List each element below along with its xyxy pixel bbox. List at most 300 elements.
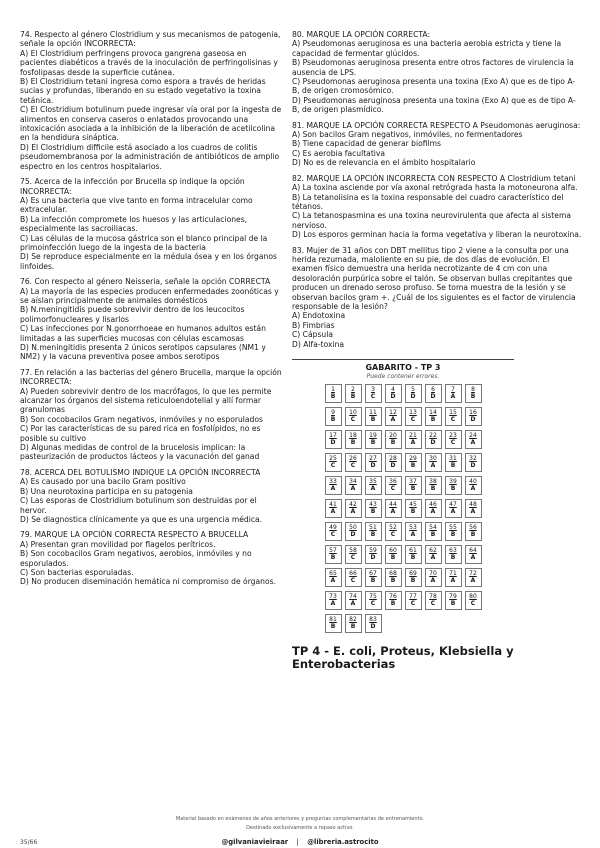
- answer-key-letter: C: [390, 484, 396, 492]
- answer-key-letter: A: [330, 576, 336, 584]
- answer-key-number: 73: [329, 593, 337, 600]
- answer-key-cell: [345, 614, 362, 633]
- question-block: [20, 177, 282, 271]
- answer-key-cell: [325, 453, 342, 472]
- answer-option: A) Presentan gran movilidad por flagelos perítricos.: [20, 539, 216, 549]
- answer-key-cell: [425, 522, 442, 541]
- answer-key-number: 34: [349, 478, 357, 485]
- answer-key-number: 80: [469, 593, 477, 600]
- answer-key-number: 6: [431, 386, 435, 393]
- answer-key-letter: B: [390, 553, 396, 561]
- answer-key-cell: [325, 545, 342, 564]
- answer-key-number: 64: [469, 547, 477, 554]
- answer-option: A) Es una bacteria que vive tanto en forma intracelular como extracelular.: [20, 195, 253, 215]
- answer-key-cell: [325, 499, 342, 518]
- answer-key-title: GABARITO - TP 3: [365, 363, 441, 372]
- answer-key-letter: B: [370, 576, 376, 584]
- answer-option: D) Algunas medidas de control de la brucelosis implican: la pasteurización de productos lácteos y la vacunación del ganad: [20, 443, 260, 462]
- answer-key-cell: [325, 522, 342, 541]
- answer-key-cell: [345, 499, 362, 518]
- answer-key-letter: B: [350, 392, 356, 400]
- answer-key-number: 1: [331, 386, 335, 393]
- answer-key-number: 60: [389, 547, 397, 554]
- answer-key-number: 67: [369, 570, 377, 577]
- answer-key-cell: [445, 499, 462, 518]
- answer-key: [292, 359, 514, 633]
- answer-key-cell: [365, 545, 382, 564]
- answer-key-letter: B: [370, 415, 376, 423]
- answer-key-number: 9: [331, 409, 335, 416]
- answer-option: D) No producen diseminación hemática ni compromiso de órganos.: [20, 577, 276, 587]
- answer-key-letter: D: [370, 461, 376, 469]
- answer-key-letter: A: [330, 484, 336, 492]
- answer-key-number: 17: [329, 432, 337, 439]
- answer-key-letter: B: [430, 415, 436, 423]
- answer-key-number: 14: [429, 409, 437, 416]
- answer-key-number: 42: [349, 501, 357, 508]
- answer-key-letter: A: [450, 392, 456, 400]
- answer-key-cell: [365, 591, 382, 610]
- question-stem: 81. MARQUE LA OPCIÓN CORRECTA RESPECTO A Pseudomonas aeruginosa:: [292, 120, 581, 130]
- question-stem: 75. Acerca de la infección por Brucella sp indique la opción INCORRECTA:: [20, 177, 245, 196]
- answer-key-number: 77: [409, 593, 417, 600]
- answer-key-number: 31: [449, 455, 457, 462]
- answer-key-number: 4: [391, 386, 395, 393]
- answer-key-number: 15: [449, 409, 457, 416]
- answer-key-cell: [365, 499, 382, 518]
- answer-key-cell: [365, 430, 382, 449]
- page-number: 35/66: [20, 839, 38, 846]
- answer-key-cell: [465, 591, 482, 610]
- answer-key-letter: D: [350, 530, 356, 538]
- answer-key-number: 32: [469, 455, 477, 462]
- answer-key-cell: [425, 430, 442, 449]
- section-heading-tp4: TP 4 - E. coli, Proteus, Klebsiella y Enterobacterias: [292, 644, 514, 671]
- answer-option: B) Son cocobacilos Gram negativos, inmóviles y no esporulados: [20, 414, 263, 424]
- answer-key-number: 8: [471, 386, 475, 393]
- answer-option: B) Tiene capacidad de generar biofilms: [292, 139, 441, 149]
- answer-key-letter: C: [350, 415, 356, 423]
- question-stem: 78. ACERCA DEL BOTULISMO INDIQUE LA OPCIÓN INCORRECTA: [20, 467, 261, 477]
- answer-key-cell: [425, 384, 442, 403]
- answer-key-cell: [405, 499, 422, 518]
- answer-key-letter: D: [470, 461, 476, 469]
- answer-key-letter: C: [370, 392, 376, 400]
- answer-key-letter: B: [410, 553, 416, 561]
- handle-libreria: @libreria.astrocito: [307, 838, 379, 846]
- answer-key-cell: [465, 453, 482, 472]
- question-stem: 76. Con respecto al género Neisseria, señale la opción CORRECTA: [20, 277, 271, 287]
- answer-key-letter: B: [330, 392, 336, 400]
- answer-key-number: 37: [409, 478, 417, 485]
- question-stem: 83. Mujer de 31 años con DBT mellitus tipo 2 viene a la consulta por una herida rezumada, maloliente en su pie, de dos días de evolución. El examen físico demuestra una herida necrotizante de 4 cm con una desoloración purpúrica sobre el talón. Se observan bullas crepitantes que producen un drenado seroso profuso. Se toma muestra de la lesión y se observan bacilos gram +. ¿Cuál de los siguientes es el factor de virulencia responsable de la lesión?: [292, 245, 576, 311]
- answer-option: D) Los esporos germinan hacia la forma vegetativa y liberan la neurotoxina.: [292, 230, 582, 240]
- answer-option: B) N.meningitidis puede sobrevivir dentro de los leucocitos polimorfonucleares y lisarlos: [20, 305, 245, 324]
- answer-option: A) Son bacilos Gram negativos, inmóviles, no fermentadores: [292, 130, 523, 140]
- answer-option: A) Pseudomonas aeruginosa es una bacteria aerobia estricta y tiene la capacidad de fermentar glúcidos.: [292, 39, 562, 58]
- answer-key-cell: [345, 591, 362, 610]
- answer-option: B) Fimbrias: [292, 320, 335, 330]
- answer-key-number: 62: [429, 547, 437, 554]
- question-stem: 77. En relación a las bacterias del género Brucella, marque la opción INCORRECTA:: [20, 367, 282, 387]
- answer-key-cell: [465, 476, 482, 495]
- answer-key-number: 71: [449, 570, 457, 577]
- answer-key-number: 11: [369, 409, 377, 416]
- answer-key-letter: A: [330, 507, 336, 515]
- answer-key-letter: B: [430, 530, 436, 538]
- answer-key-letter: B: [410, 576, 416, 584]
- answer-key-divider: [292, 359, 514, 360]
- answer-key-number: 75: [369, 593, 377, 600]
- answer-key-cell: [385, 476, 402, 495]
- question-block: [292, 30, 582, 115]
- handle-separator: |: [296, 838, 299, 846]
- answer-key-number: 41: [329, 501, 337, 508]
- answer-key-letter: D: [430, 392, 436, 400]
- answer-key-cell: [325, 568, 342, 587]
- answer-option: C) La tetanospasmina es una toxina neurovirulenta que afecta al sistema nervioso.: [292, 211, 572, 230]
- answer-key-letter: A: [450, 507, 456, 515]
- answer-key-letter: B: [450, 484, 456, 492]
- answer-key-cell: [325, 614, 342, 633]
- answer-key-cell: [365, 384, 382, 403]
- answer-key-letter: D: [430, 438, 436, 446]
- answer-key-letter: C: [350, 553, 356, 561]
- answer-key-cell: [325, 430, 342, 449]
- answer-key-cell: [405, 568, 422, 587]
- answer-key-cell: [425, 545, 442, 564]
- answer-key-letter: A: [470, 507, 476, 515]
- answer-key-number: 49: [329, 524, 337, 531]
- answer-key-cell: [445, 430, 462, 449]
- answer-key-letter: D: [370, 622, 376, 630]
- answer-option: D) No es de relevancia en el ámbito hospitalario: [292, 158, 476, 168]
- question-block: [292, 246, 582, 349]
- answer-option: C) Cápsula: [292, 330, 333, 340]
- answer-key-number: 26: [349, 455, 357, 462]
- answer-key-cell: [365, 568, 382, 587]
- answer-key-letter: A: [370, 484, 376, 492]
- answer-key-letter: A: [430, 507, 436, 515]
- answer-key-cell: [345, 407, 362, 426]
- answer-key-letter: B: [430, 484, 436, 492]
- answer-key-letter: C: [330, 461, 336, 469]
- answer-key-cell: [445, 545, 462, 564]
- answer-option: C) Pseudomonas aeruginosa presenta una toxina (Exo A) que es de tipo A-B, de origen cromosómico.: [292, 77, 576, 96]
- answer-key-cell: [405, 407, 422, 426]
- answer-key-number: 5: [411, 386, 415, 393]
- answer-key-number: 27: [369, 455, 377, 462]
- answer-key-letter: A: [350, 484, 356, 492]
- answer-key-number: 52: [389, 524, 397, 531]
- answer-key-letter: B: [450, 461, 456, 469]
- answer-key-cell: [465, 407, 482, 426]
- question-stem: 79. MARQUE LA OPCIÓN CORRECTA RESPECTO A BRUCELLA: [20, 530, 249, 540]
- answer-key-number: 53: [409, 524, 417, 531]
- answer-key-subtitle: Puede contener errores.: [366, 373, 440, 380]
- answer-key-letter: B: [390, 438, 396, 446]
- answer-key-number: 78: [429, 593, 437, 600]
- answer-option: D) N.meningitidis presenta 2 únicos serotipos capsulares (NM1 y NM2) y la vacuna preventiva posee ambos serotipos: [20, 343, 266, 362]
- answer-option: A) El Clostridium perfringens provoca gangrena gaseosa en pacientes diabéticos a través de la inoculación de perfringolisinas y fosfolipasas desde la superficie cutánea.: [20, 48, 278, 77]
- answer-option: C) Es aerobia facultativa: [292, 148, 386, 158]
- question-block: [292, 121, 582, 168]
- answer-key-cell: [385, 568, 402, 587]
- answer-key-number: 18: [349, 432, 357, 439]
- question-block: [20, 530, 282, 586]
- answer-key-letter: B: [390, 576, 396, 584]
- answer-key-cell: [425, 407, 442, 426]
- footer-note-2: Destinado exclusivamente a repaso activo.: [246, 825, 354, 831]
- answer-key-cell: [445, 522, 462, 541]
- answer-key-letter: C: [410, 599, 416, 607]
- answer-key-number: 70: [429, 570, 437, 577]
- answer-key-number: 19: [369, 432, 377, 439]
- answer-key-number: 72: [469, 570, 477, 577]
- answer-option: C) Las células de la mucosa gástrica son el blanco principal de la primoinfección luego de la ingesta de la bacteria: [20, 233, 268, 252]
- answer-key-letter: C: [470, 599, 476, 607]
- answer-option: B) Pseudomonas aeruginosa presenta entre otros factores de virulencia la ausencia de LPS.: [292, 58, 574, 77]
- answer-key-number: 81: [329, 616, 337, 623]
- answer-key-number: 38: [429, 478, 437, 485]
- answer-key-cell: [445, 568, 462, 587]
- answer-key-letter: B: [450, 599, 456, 607]
- answer-key-number: 45: [409, 501, 417, 508]
- answer-key-number: 24: [469, 432, 477, 439]
- answer-key-cell: [425, 568, 442, 587]
- answer-key-number: 50: [349, 524, 357, 531]
- answer-key-cell: [405, 476, 422, 495]
- answer-key-cell: [405, 522, 422, 541]
- answer-key-cell: [445, 453, 462, 472]
- answer-key-cell: [345, 568, 362, 587]
- answer-key-cell: [445, 407, 462, 426]
- answer-key-letter: A: [350, 599, 356, 607]
- answer-option: B) Una neurotoxina participa en su patogenia: [20, 486, 193, 496]
- answer-key-cell: [465, 384, 482, 403]
- answer-option: D) El Clostridium difficile está asociado a los cuadros de colitis pseudomembranosa por la administración de antibióticos de amplio espectro en los centros hospitalarios.: [20, 142, 280, 171]
- answer-key-number: 16: [469, 409, 477, 416]
- answer-key-cell: [385, 384, 402, 403]
- answer-key-number: 3: [371, 386, 375, 393]
- answer-key-cell: [325, 407, 342, 426]
- answer-key-letter: B: [470, 392, 476, 400]
- footer-handles: [0, 838, 600, 846]
- answer-key-letter: A: [330, 599, 336, 607]
- answer-key-cell: [325, 591, 342, 610]
- answer-key-cell: [345, 522, 362, 541]
- answer-key-cell: [325, 476, 342, 495]
- answer-option: B) El Clostridium tetani ingresa como espora a través de heridas sucias y profundas, liberando en su estado vegetativo la toxina tetánica.: [20, 77, 266, 105]
- answer-key-letter: A: [430, 576, 436, 584]
- answer-key-cell: [405, 430, 422, 449]
- answer-key-letter: C: [390, 530, 396, 538]
- answer-key-letter: B: [330, 553, 336, 561]
- answer-key-cell: [365, 476, 382, 495]
- answer-key-number: 35: [369, 478, 377, 485]
- answer-key-cell: [385, 430, 402, 449]
- answer-key-cell: [405, 591, 422, 610]
- answer-key-letter: D: [410, 392, 416, 400]
- answer-key-number: 43: [369, 501, 377, 508]
- answer-option: A) Pueden sobrevivir dentro de los macrófagos, lo que les permite alcanzar los órganos del sistema reticuloendotelial y allí formar granulomas: [20, 386, 272, 415]
- answer-key-number: 36: [389, 478, 397, 485]
- answer-option: B) La tetanolisina es la toxina responsable del cuadro característico del tétanos.: [292, 192, 564, 211]
- answer-key-number: 51: [369, 524, 377, 531]
- answer-key-letter: A: [390, 507, 396, 515]
- answer-key-number: 66: [349, 570, 357, 577]
- answer-key-cell: [405, 545, 422, 564]
- answer-option: C) Las infecciones por N.gonorrhoeae en humanos adultos están limitadas a las superficies mucosas con células escamosas: [20, 324, 266, 343]
- answer-key-cell: [465, 499, 482, 518]
- answer-key-cell: [385, 591, 402, 610]
- answer-key-number: 55: [449, 524, 457, 531]
- answer-key-number: 54: [429, 524, 437, 531]
- answer-key-number: 57: [329, 547, 337, 554]
- answer-key-cell: [345, 453, 362, 472]
- answer-key-cell: [325, 384, 342, 403]
- answer-option: B) La infección compromete los huesos y las articulaciones, especialmente las sacroiliacas.: [20, 214, 248, 234]
- answer-key-letter: A: [470, 553, 476, 561]
- answer-key-letter: A: [470, 438, 476, 446]
- answer-key-letter: C: [370, 599, 376, 607]
- answer-key-cell: [365, 407, 382, 426]
- answer-option: C) Las esporas de Clostridium botulinum son destruidas por el hervor.: [20, 496, 257, 515]
- question-stem: 80. MARQUE LA OPCIÓN CORRECTA:: [292, 30, 431, 39]
- answer-key-number: 83: [369, 616, 377, 623]
- answer-option: A) Endotoxina: [292, 311, 346, 321]
- answer-key-number: 82: [349, 616, 357, 623]
- answer-key-letter: B: [350, 438, 356, 446]
- answer-key-cell: [365, 453, 382, 472]
- answer-key-letter: A: [430, 553, 436, 561]
- answer-key-number: 76: [389, 593, 397, 600]
- answer-option: B) Son cocobacilos Gram negativos, aerobios, inmóviles y no esporulados.: [20, 549, 252, 568]
- question-block: [292, 174, 582, 240]
- answer-key-letter: A: [470, 576, 476, 584]
- answer-key-cell: [465, 430, 482, 449]
- answer-key-letter: A: [430, 461, 436, 469]
- left-column: [20, 30, 282, 593]
- question-stem: 82. MARQUE LA OPCIÓN INCORRECTA CON RESPECTO A Clostridium tetani: [292, 173, 576, 183]
- answer-key-cell: [345, 476, 362, 495]
- answer-key-letter: C: [450, 438, 456, 446]
- answer-key-letter: A: [470, 484, 476, 492]
- answer-key-cell: [445, 384, 462, 403]
- answer-key-cell: [365, 522, 382, 541]
- answer-option: A) La toxina asciende por vía axonal retrógrada hasta la motoneurona alfa.: [292, 183, 578, 193]
- answer-key-letter: A: [390, 415, 396, 423]
- answer-key-letter: B: [450, 553, 456, 561]
- answer-key-number: 68: [389, 570, 397, 577]
- answer-key-cell: [405, 384, 422, 403]
- answer-key-number: 7: [451, 386, 455, 393]
- answer-key-letter: A: [450, 576, 456, 584]
- handle-gilvania: @gilvaniavieiraar: [221, 838, 289, 846]
- question-block: [20, 277, 282, 362]
- answer-key-number: 40: [469, 478, 477, 485]
- answer-key-number: 25: [329, 455, 337, 462]
- footer-note-1: Material basado en exámenes de años anteriores y preguntas complementarias de entrenamiento.: [175, 816, 425, 822]
- answer-option: A) Es causado por una bacilo Gram positivo: [20, 477, 186, 487]
- question-block: [20, 30, 282, 171]
- answer-key-grid: [292, 384, 514, 633]
- answer-key-number: 46: [429, 501, 437, 508]
- answer-key-letter: B: [450, 530, 456, 538]
- answer-key-cell: [465, 522, 482, 541]
- answer-key-number: 33: [329, 478, 337, 485]
- answer-key-letter: C: [350, 461, 356, 469]
- question-block: [20, 368, 282, 462]
- answer-key-number: 47: [449, 501, 457, 508]
- answer-key-cell: [385, 407, 402, 426]
- answer-key-cell: [425, 499, 442, 518]
- answer-key-letter: A: [350, 507, 356, 515]
- answer-key-cell: [345, 430, 362, 449]
- answer-key-cell: [425, 591, 442, 610]
- answer-key-number: 21: [409, 432, 417, 439]
- answer-key-letter: C: [410, 415, 416, 423]
- answer-key-letter: C: [430, 599, 436, 607]
- answer-key-number: 10: [349, 409, 357, 416]
- answer-key-letter: B: [330, 622, 336, 630]
- answer-key-letter: C: [330, 530, 336, 538]
- answer-key-letter: D: [390, 392, 396, 400]
- answer-key-number: 22: [429, 432, 437, 439]
- answer-key-cell: [385, 499, 402, 518]
- answer-key-number: 12: [389, 409, 397, 416]
- answer-key-letter: C: [350, 576, 356, 584]
- answer-key-cell: [405, 453, 422, 472]
- answer-key-cell: [345, 384, 362, 403]
- answer-key-number: 2: [351, 386, 355, 393]
- answer-key-number: 59: [369, 547, 377, 554]
- answer-key-number: 48: [469, 501, 477, 508]
- answer-key-number: 69: [409, 570, 417, 577]
- answer-key-letter: D: [390, 461, 396, 469]
- answer-key-letter: D: [470, 415, 476, 423]
- answer-key-number: 74: [349, 593, 357, 600]
- answer-key-letter: A: [410, 530, 416, 538]
- answer-key-letter: B: [330, 415, 336, 423]
- answer-key-letter: B: [410, 507, 416, 515]
- answer-key-number: 79: [449, 593, 457, 600]
- answer-key-number: 65: [329, 570, 337, 577]
- right-column: [292, 30, 582, 671]
- answer-key-cell: [365, 614, 382, 633]
- answer-key-letter: D: [370, 553, 376, 561]
- answer-key-letter: C: [450, 415, 456, 423]
- answer-key-letter: B: [370, 507, 376, 515]
- answer-key-letter: A: [410, 438, 416, 446]
- right-questions: [292, 30, 582, 349]
- answer-key-number: 23: [449, 432, 457, 439]
- answer-key-number: 28: [389, 455, 397, 462]
- answer-option: C) Por las características de su pared rica en fosfolípidos, no es posible su cultivo: [20, 424, 261, 443]
- answer-key-cell: [385, 545, 402, 564]
- answer-key-number: 56: [469, 524, 477, 531]
- answer-key-letter: B: [350, 622, 356, 630]
- answer-option: D) Alfa-toxina: [292, 339, 345, 349]
- answer-key-cell: [425, 476, 442, 495]
- answer-key-letter: B: [470, 530, 476, 538]
- answer-key-cell: [465, 545, 482, 564]
- answer-key-number: 20: [389, 432, 397, 439]
- answer-key-letter: B: [410, 461, 416, 469]
- answer-option: D) Se diagnostica clínicamente ya que es una urgencia médica.: [20, 514, 263, 524]
- question-stem: 74. Respecto al género Clostridium y sus mecanismos de patogenia, señale la opción INCORRECTA:: [20, 30, 281, 49]
- answer-option: D) Pseudomonas aeruginosa presenta una toxina (Exo A) que es de tipo A-B, de origen plasmídico.: [292, 95, 576, 115]
